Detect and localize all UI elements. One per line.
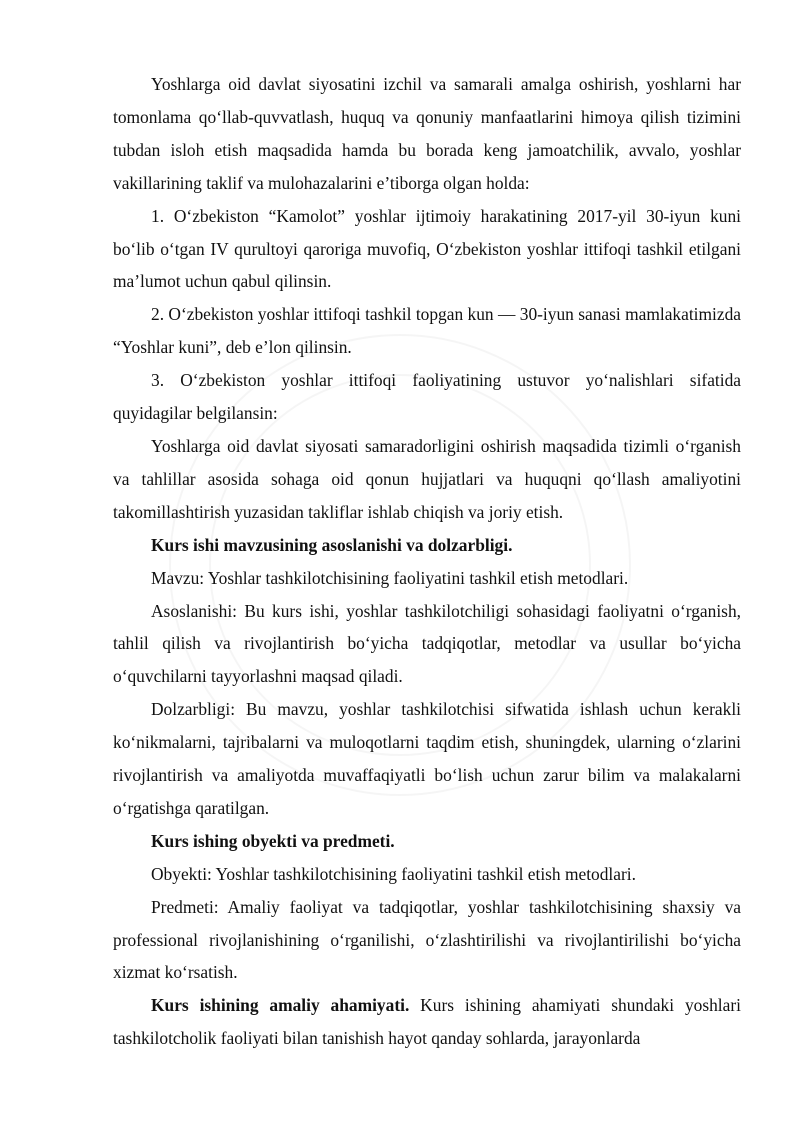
list-item-3-text: 3. O‘zbekiston yoshlar ittifoqi faoliyatining ustuvor yo‘nalishlari sifatida quyidagilar belgilansin: [113, 370, 741, 424]
subject-paragraph [113, 891, 741, 990]
section-heading-object [113, 825, 741, 858]
rationale-paragraph [113, 595, 741, 694]
subject-text: Predmeti: Amaliy faoliyat va tadqiqotlar, yoshlar tashkilotchisining shaxsiy va professional rivojlanishining o‘rganilishi, o‘zlashtirilishi va rivojlantirilishi bo‘yicha xizmat ko‘rsatish. [113, 896, 741, 983]
intro-text: Yoshlarga oid davlat siyosatini izchil va samarali amalga oshirish, yoshlarni har tomonlama qo‘llab-quvvatlash, huquq va qonuniy manfaatlarini himoya qilish tizimini tubdan isloh etish maqsadida hamda bu borada keng jamoatchilik, avvalo, yoshlar vakillarining taklif va mulohazalarini e’tiborga olgan holda: [113, 74, 741, 193]
object-paragraph [113, 858, 741, 891]
intro-paragraph [113, 68, 741, 200]
section-heading-relevance [113, 529, 741, 562]
practical-text: Kurs ishining ahamiyati shundaki yoshlari tashkilotcholik faoliyati bilan tanishish hayot qanday sohlarda, jarayonlarda [113, 995, 741, 1049]
list-item-3-detail-text: Yoshlarga oid davlat siyosati samaradorligini oshirish maqsadida tizimli o‘rganish va tahlillar asosida sohaga oid qonun hujjatlari va huquqni qo‘llash amaliyotini takomillashtirish yuzasidan takliflar ishlab chiqish va joriy etish. [113, 435, 741, 522]
list-item-2-text: 2. O‘zbekiston yoshlar ittifoqi tashkil topgan kun — 30-iyun sanasi mamlakatimizda “Yoshlar kuni”, deb e’lon qilinsin. [113, 304, 741, 358]
list-item-1-text: 1. O‘zbekiston “Kamolot” yoshlar ijtimoiy harakatining 2017-yil 30-iyun kuni bo‘lib o‘tgan IV qurultoyi qaroriga muvofiq, O‘zbekiston yoshlar ittifoqi tashkil etilgani ma’lumot uchun qabul qilinsin. [113, 205, 741, 292]
rationale-text: Asoslanishi: Bu kurs ishi, yoshlar tashkilotchiligi sohasidagi faoliyatni o‘rganish, tahlil qilish va rivojlantirish bo‘yicha tadqiqotlar, metodlar va usullar bo‘yicha o‘quvchilarni tayyorlashni maqsad qiladi. [113, 600, 741, 687]
relevance-paragraph [113, 693, 741, 825]
topic-text: Mavzu: Yoshlar tashkilotchisining faoliyatini tashkil etish metodlari. [151, 567, 629, 588]
object-text: Obyekti: Yoshlar tashkilotchisining faoliyatini tashkil etish metodlari. [151, 863, 636, 884]
relevance-text: Dolzarbligi: Bu mavzu, yoshlar tashkilotchisi sifwatida ishlash uchun kerakli ko‘nikmalarni, tajribalarni va muloqotlarni taqdim etish, shuningdek, ularning o‘zlarini rivojlantirish va amaliyotda muvaffaqiyatli bo‘lish uchun zarur bilim va malakalarni o‘rgatishga qaratilgan. [113, 699, 741, 818]
practical-heading: Kurs ishining amaliy ahamiyati. [151, 995, 410, 1016]
topic-paragraph [113, 562, 741, 595]
document-body [113, 68, 741, 1055]
list-item-3 [113, 364, 741, 430]
section-heading-relevance-text: Kurs ishi mavzusining asoslanishi va dolzarbligi. [151, 534, 513, 555]
list-item-3-detail [113, 430, 741, 529]
list-item-2 [113, 298, 741, 364]
section-heading-object-text: Kurs ishing obyekti va predmeti. [151, 830, 395, 851]
list-item-1 [113, 200, 741, 299]
practical-paragraph [113, 989, 741, 1055]
